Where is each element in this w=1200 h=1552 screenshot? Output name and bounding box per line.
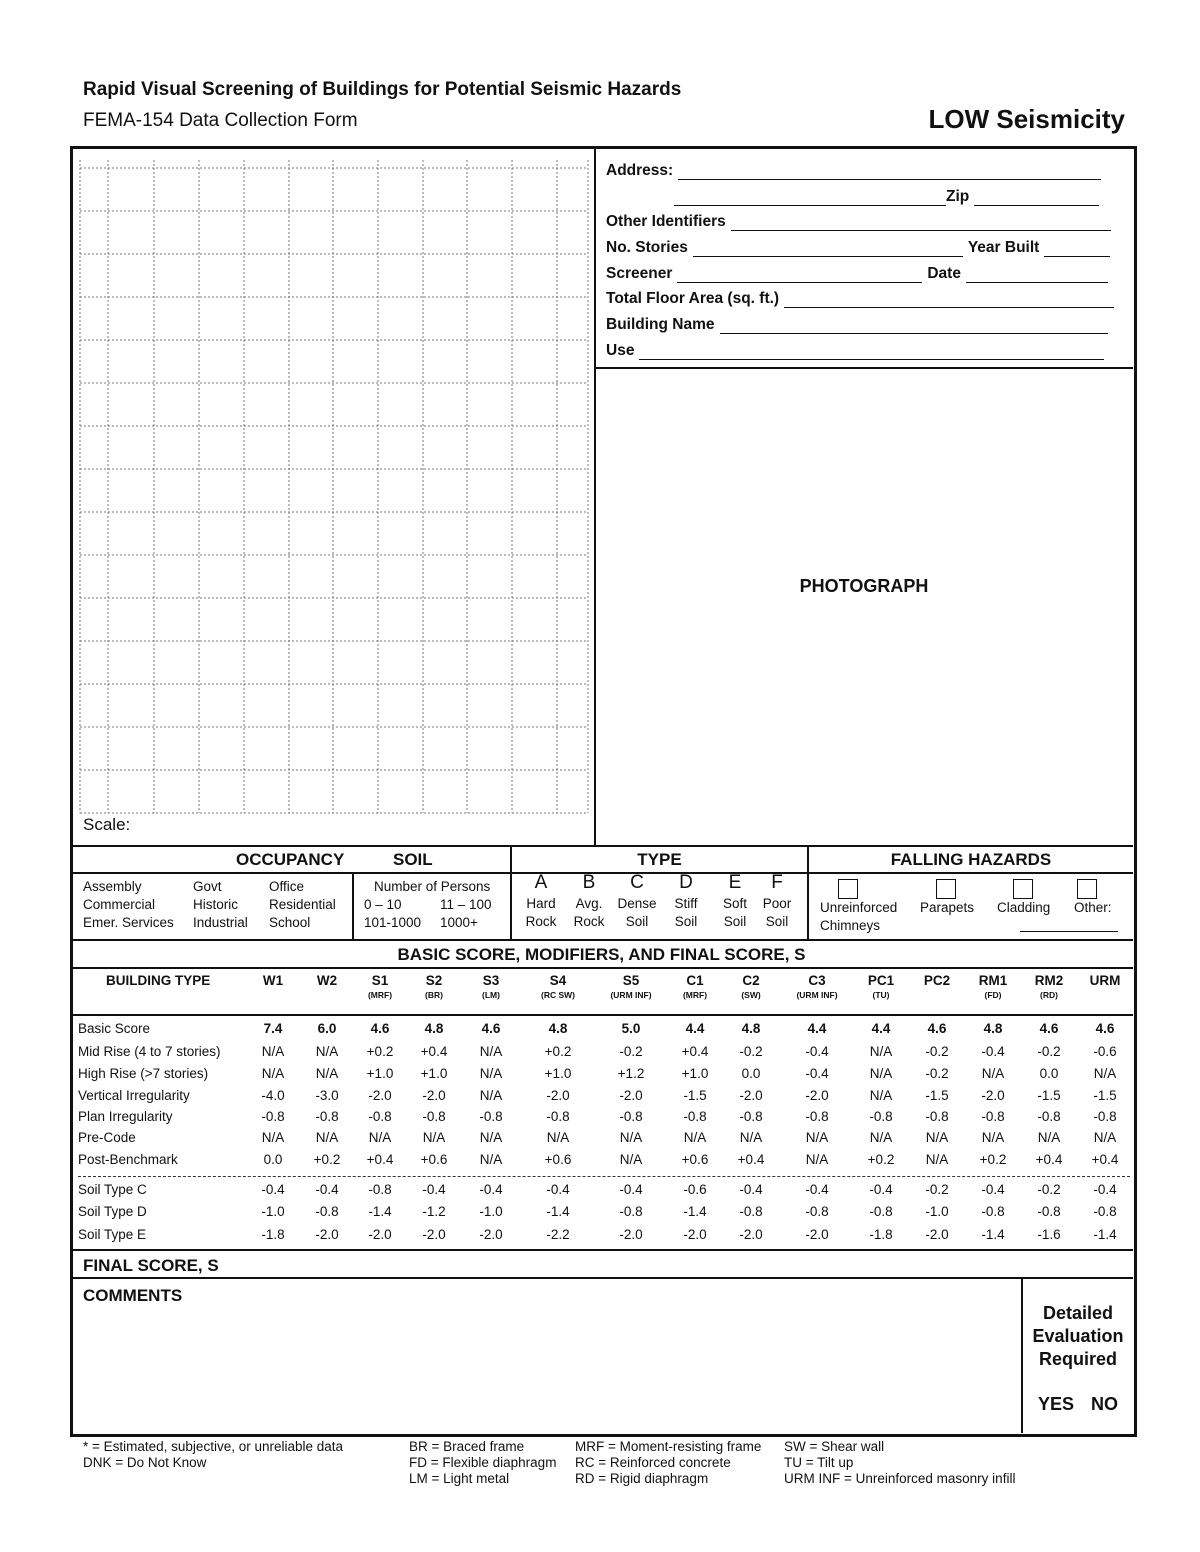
- score-cell: N/A: [805, 1152, 829, 1167]
- score-cell: N/A: [261, 1044, 285, 1059]
- score-cell: -0.8: [619, 1204, 643, 1219]
- zip-field[interactable]: [974, 191, 1099, 206]
- score-cell: N/A: [619, 1130, 643, 1145]
- column-header-urm: URM: [1089, 973, 1121, 988]
- score-cell: -1.0: [261, 1204, 285, 1219]
- final-score-label: FINAL SCORE, S: [83, 1256, 219, 1275]
- score-cell: -0.2: [925, 1066, 949, 1081]
- score-cell: -0.8: [683, 1109, 707, 1124]
- score-cell: -0.8: [805, 1109, 829, 1124]
- score-cell: N/A: [315, 1130, 339, 1145]
- score-cell: +0.4: [1091, 1152, 1119, 1167]
- screener-field[interactable]: [677, 268, 922, 283]
- sketch-grid[interactable]: [0, 0, 600, 845]
- score-cell: +0.4: [1035, 1152, 1063, 1167]
- floor-area-label: Total Floor Area (sq. ft.): [606, 290, 780, 307]
- row-label: Soil Type D: [78, 1204, 147, 1219]
- type-header: TYPE: [637, 850, 682, 869]
- footnote: SW = Shear wall: [784, 1439, 885, 1454]
- score-cell: -0.2: [925, 1044, 949, 1059]
- score-cell: -0.8: [479, 1109, 503, 1124]
- column-header-rm1: RM1 (FD): [978, 973, 1008, 1000]
- score-cell: N/A: [869, 1088, 893, 1103]
- score-cell: -1.0: [479, 1204, 503, 1219]
- score-cell: -0.8: [739, 1109, 763, 1124]
- score-cell: -2.0: [368, 1227, 392, 1242]
- score-cell: -0.8: [869, 1204, 893, 1219]
- score-cell: -1.5: [683, 1088, 707, 1103]
- score-cell: +0.2: [544, 1044, 572, 1059]
- score-cell: N/A: [925, 1130, 949, 1145]
- footnote: RD = Rigid diaphragm: [575, 1471, 709, 1486]
- score-cell: N/A: [479, 1152, 503, 1167]
- checkbox[interactable]: [1013, 879, 1033, 899]
- score-cell: -2.0: [981, 1088, 1005, 1103]
- persons-option[interactable]: 11 – 100: [440, 897, 492, 912]
- score-cell: -0.8: [1093, 1204, 1117, 1219]
- other-identifiers-label: Other Identifiers: [606, 213, 726, 230]
- score-cell: -2.0: [479, 1227, 503, 1242]
- score-cell: 4.6: [1095, 1021, 1115, 1036]
- score-cell: +0.4: [737, 1152, 765, 1167]
- soil-type-letter[interactable]: A: [534, 872, 548, 893]
- row-label: Post-Benchmark: [78, 1152, 178, 1167]
- score-cell: N/A: [869, 1066, 893, 1081]
- falling-hazard-label: Parapets: [920, 900, 975, 915]
- score-cell: -2.0: [619, 1227, 643, 1242]
- score-cell: -0.8: [805, 1204, 829, 1219]
- score-cell: 4.8: [741, 1021, 761, 1036]
- score-cell: -0.4: [805, 1044, 829, 1059]
- score-cell: -1.6: [1037, 1227, 1061, 1242]
- score-cell: -1.8: [869, 1227, 893, 1242]
- score-cell: -1.0: [925, 1204, 949, 1219]
- score-cell: N/A: [479, 1088, 503, 1103]
- footnote-col: [575, 1439, 761, 1487]
- comments-label: COMMENTS: [83, 1286, 183, 1305]
- column-header-w1: W1: [262, 973, 284, 988]
- screener-label: Screener: [606, 265, 673, 282]
- form-subtitle: FEMA-154 Data Collection Form: [83, 110, 358, 131]
- score-cell: -2.0: [805, 1227, 829, 1242]
- score-cell: -0.2: [1037, 1182, 1061, 1197]
- comments-field[interactable]: [80, 1310, 1015, 1428]
- score-cell: -2.0: [315, 1227, 339, 1242]
- score-cell: N/A: [261, 1066, 285, 1081]
- occupancy-col-2[interactable]: Govt Historic Industrial: [193, 879, 248, 930]
- yes-option[interactable]: YES: [1038, 1394, 1075, 1414]
- footnote: DNK = Do Not Know: [83, 1455, 207, 1470]
- no-option[interactable]: NO: [1091, 1394, 1118, 1414]
- other-hazard-field[interactable]: [1020, 931, 1118, 932]
- falling-hazard-label: Unreinforced Chimneys: [820, 900, 898, 933]
- address-label: Address:: [606, 162, 674, 179]
- score-cell: -0.8: [981, 1109, 1005, 1124]
- soil-type-desc[interactable]: Poor Soil: [762, 896, 792, 929]
- score-cell: -0.4: [1093, 1182, 1117, 1197]
- score-cell: N/A: [739, 1130, 763, 1145]
- score-cell: -0.8: [422, 1109, 446, 1124]
- score-cell: -0.8: [869, 1109, 893, 1124]
- score-cell: -0.8: [1093, 1109, 1117, 1124]
- score-cell: N/A: [546, 1130, 570, 1145]
- seismicity-label: LOW Seismicity: [928, 104, 1125, 134]
- column-header-s1: S1 (MRF): [367, 973, 393, 1000]
- row-label: High Rise (>7 stories): [78, 1066, 209, 1081]
- score-cell: -0.4: [739, 1182, 763, 1197]
- score-cell: N/A: [1037, 1130, 1061, 1145]
- column-header-c2: C2 (SW): [741, 973, 761, 1000]
- detailed-evaluation-label: Detailed Evaluation Required: [1032, 1303, 1124, 1369]
- score-cell: 7.4: [263, 1021, 283, 1036]
- score-cell: 4.8: [983, 1021, 1003, 1036]
- score-cell: -0.6: [683, 1182, 707, 1197]
- soil-type-letter[interactable]: B: [582, 872, 596, 893]
- score-cell: N/A: [479, 1066, 503, 1081]
- score-cell: -0.4: [869, 1182, 893, 1197]
- score-cell: -0.4: [805, 1182, 829, 1197]
- use-label: Use: [606, 342, 635, 359]
- score-cell: N/A: [981, 1130, 1005, 1145]
- footnote: * = Estimated, subjective, or unreliable data: [83, 1439, 344, 1454]
- row-label: Basic Score: [78, 1021, 151, 1036]
- score-cell: N/A: [422, 1130, 446, 1145]
- score-cell: -0.8: [546, 1109, 570, 1124]
- score-cell: 4.8: [548, 1021, 568, 1036]
- score-cell: +0.6: [420, 1152, 448, 1167]
- score-cell: -1.4: [981, 1227, 1005, 1242]
- soil-type-desc[interactable]: Avg. Rock: [573, 896, 605, 929]
- score-cell: -0.8: [619, 1109, 643, 1124]
- column-header-rm2: RM2 (RD): [1034, 973, 1064, 1000]
- score-cell: -0.4: [422, 1182, 446, 1197]
- score-cell: -0.8: [315, 1204, 339, 1219]
- footnote: MRF = Moment-resisting frame: [575, 1439, 762, 1454]
- score-cell: -0.8: [1037, 1204, 1061, 1219]
- score-cell: N/A: [368, 1130, 392, 1145]
- score-cell: -3.0: [315, 1088, 339, 1103]
- score-cell: N/A: [925, 1152, 949, 1167]
- score-cell: -0.4: [261, 1182, 285, 1197]
- score-cell: -1.5: [925, 1088, 949, 1103]
- floor-area-field[interactable]: [784, 293, 1114, 308]
- soil-type-desc[interactable]: Soft Soil: [722, 896, 748, 929]
- soil-type-letter[interactable]: D: [679, 872, 693, 893]
- row-label: Plan Irregularity: [78, 1109, 173, 1124]
- score-cell: -1.4: [683, 1204, 707, 1219]
- score-cell: -1.4: [1093, 1227, 1117, 1242]
- building-name-label: Building Name: [606, 316, 715, 333]
- score-cell: N/A: [1093, 1066, 1117, 1081]
- building-name-field[interactable]: [720, 319, 1108, 334]
- form-title: Rapid Visual Screening of Buildings for Potential Seismic Hazards: [83, 79, 682, 100]
- score-cell: -2.0: [739, 1088, 763, 1103]
- score-cell: -0.2: [619, 1044, 643, 1059]
- score-cell: -2.0: [805, 1088, 829, 1103]
- soil-type-letter[interactable]: F: [771, 872, 783, 893]
- score-cell: N/A: [479, 1130, 503, 1145]
- score-cell: 0.0: [263, 1152, 283, 1167]
- year-built-label: Year Built: [967, 239, 1040, 256]
- score-cell: +0.4: [681, 1044, 709, 1059]
- footnote-col: [409, 1439, 556, 1487]
- score-cell: -2.0: [422, 1227, 446, 1242]
- row-label: Pre-Code: [78, 1130, 136, 1145]
- score-cell: -2.2: [546, 1227, 570, 1242]
- score-cell: -0.4: [479, 1182, 503, 1197]
- column-header-s2: S2 (BR): [425, 973, 443, 1000]
- building-type-header: BUILDING TYPE: [106, 973, 211, 988]
- score-cell: -0.4: [315, 1182, 339, 1197]
- column-header-s4: S4 (RC SW): [541, 973, 575, 1000]
- score-cell: +1.2: [617, 1066, 645, 1081]
- score-cell: -0.8: [315, 1109, 339, 1124]
- score-cell: +0.2: [366, 1044, 394, 1059]
- score-cell: N/A: [869, 1044, 893, 1059]
- score-cell: N/A: [619, 1152, 643, 1167]
- score-cell: +0.4: [366, 1152, 394, 1167]
- score-cell: -0.8: [925, 1109, 949, 1124]
- score-cell: +0.4: [420, 1044, 448, 1059]
- score-cell: +1.0: [544, 1066, 572, 1081]
- score-cell: -0.4: [546, 1182, 570, 1197]
- score-cell: N/A: [479, 1044, 503, 1059]
- column-header-w2: W2: [316, 973, 338, 988]
- zip-label: Zip: [946, 188, 970, 205]
- row-label: Mid Rise (4 to 7 stories): [78, 1044, 221, 1059]
- row-label: Vertical Irregularity: [78, 1088, 190, 1103]
- scale-label: Scale:: [83, 815, 131, 834]
- persons-label: Number of Persons: [374, 879, 491, 894]
- score-cell: -1.5: [1093, 1088, 1117, 1103]
- score-cell: -0.8: [739, 1204, 763, 1219]
- score-cell: -1.4: [368, 1204, 392, 1219]
- checkbox[interactable]: [838, 879, 858, 899]
- no-stories-field[interactable]: [693, 242, 963, 257]
- date-field[interactable]: [966, 268, 1108, 283]
- photograph-area[interactable]: PHOTOGRAPH: [799, 576, 929, 596]
- score-cell: -0.2: [925, 1182, 949, 1197]
- score-cell: -1.4: [546, 1204, 570, 1219]
- occupancy-header: OCCUPANCY: [236, 850, 345, 869]
- score-cell: -0.8: [261, 1109, 285, 1124]
- score-section-title: BASIC SCORE, MODIFIERS, AND FINAL SCORE, S: [397, 945, 806, 964]
- score-cell: N/A: [315, 1044, 339, 1059]
- score-cell: 4.6: [927, 1021, 947, 1036]
- footnote: LM = Light metal: [409, 1471, 510, 1486]
- score-cell: -0.8: [981, 1204, 1005, 1219]
- score-cell: -2.0: [925, 1227, 949, 1242]
- falling-hazard-label: Cladding: [997, 900, 1051, 915]
- column-header-pc1: PC1 (TU): [867, 973, 895, 1000]
- address-field[interactable]: [678, 165, 1101, 180]
- column-header-s3: S3 (LM): [482, 973, 500, 1000]
- score-cell: -0.2: [739, 1044, 763, 1059]
- persons-option[interactable]: 1000+: [440, 915, 478, 930]
- score-cell: N/A: [1093, 1130, 1117, 1145]
- score-cell: N/A: [981, 1066, 1005, 1081]
- score-cell: -0.8: [368, 1182, 392, 1197]
- score-cell: 0.0: [1039, 1066, 1059, 1081]
- score-cell: -2.0: [368, 1088, 392, 1103]
- no-stories-label: No. Stories: [606, 239, 688, 256]
- score-cell: +0.6: [681, 1152, 709, 1167]
- other-identifiers-field[interactable]: [731, 216, 1111, 231]
- score-cell: N/A: [683, 1130, 707, 1145]
- row-label: Soil Type C: [78, 1182, 147, 1197]
- footnote: BR = Braced frame: [409, 1439, 525, 1454]
- score-cell: N/A: [315, 1066, 339, 1081]
- soil-type-desc[interactable]: Stiff Soil: [674, 896, 698, 929]
- score-cell: -0.2: [1037, 1044, 1061, 1059]
- score-cell: +0.6: [544, 1152, 572, 1167]
- date-label: Date: [927, 265, 961, 282]
- score-cell: -0.6: [1093, 1044, 1117, 1059]
- score-cell: -2.0: [422, 1088, 446, 1103]
- score-cell: 4.6: [370, 1021, 390, 1036]
- footnote: URM INF = Unreinforced masonry infill: [784, 1471, 1016, 1486]
- score-cell: -0.8: [1037, 1109, 1061, 1124]
- score-cell: 4.8: [424, 1021, 444, 1036]
- score-cell: +0.2: [979, 1152, 1007, 1167]
- score-cell: -0.8: [368, 1109, 392, 1124]
- footnote: TU = Tilt up: [784, 1455, 854, 1470]
- use-field[interactable]: [639, 345, 1104, 360]
- score-cell: N/A: [869, 1130, 893, 1145]
- soil-type-desc[interactable]: Dense Soil: [617, 896, 657, 929]
- score-cell: -0.4: [981, 1182, 1005, 1197]
- column-header-c1: C1 (MRF): [682, 973, 708, 1000]
- footnote: RC = Reinforced concrete: [575, 1455, 731, 1470]
- score-cell: +0.2: [867, 1152, 895, 1167]
- year-built-field[interactable]: [1044, 242, 1110, 257]
- soil-header: SOIL: [393, 850, 433, 869]
- row-label: Soil Type E: [78, 1227, 147, 1242]
- column-header-pc2: PC2: [923, 973, 951, 988]
- score-cell: 6.0: [317, 1021, 337, 1036]
- score-cell: -4.0: [261, 1088, 285, 1103]
- soil-type-letter[interactable]: E: [728, 872, 742, 893]
- falling-hazard-label: Other:: [1074, 900, 1112, 915]
- score-cell: 4.4: [807, 1021, 827, 1036]
- score-cell: N/A: [261, 1130, 285, 1145]
- footnote-col: [83, 1439, 343, 1471]
- persons-option[interactable]: 101-1000: [364, 915, 422, 930]
- score-cell: -0.4: [805, 1066, 829, 1081]
- occupancy-col-1[interactable]: Assembly Commercial Emer. Services: [83, 879, 174, 930]
- occupancy-col-3[interactable]: Office Residential School: [269, 879, 336, 930]
- footnote: FD = Flexible diaphragm: [409, 1455, 557, 1470]
- score-cell: -1.8: [261, 1227, 285, 1242]
- score-cell: 4.4: [685, 1021, 705, 1036]
- score-cell: -2.0: [546, 1088, 570, 1103]
- score-cell: -2.0: [739, 1227, 763, 1242]
- score-cell: -2.0: [683, 1227, 707, 1242]
- score-cell: 4.6: [481, 1021, 501, 1036]
- score-cell: -1.5: [1037, 1088, 1061, 1103]
- falling-hazards-header: FALLING HAZARDS: [890, 850, 1052, 869]
- column-header-s5: S5 (URM INF): [610, 973, 652, 1000]
- persons-option[interactable]: 0 – 10: [364, 897, 402, 912]
- score-cell: -0.4: [981, 1044, 1005, 1059]
- score-cell: -2.0: [619, 1088, 643, 1103]
- address-line2-field[interactable]: [674, 191, 946, 206]
- score-cell: +1.0: [681, 1066, 709, 1081]
- column-header-c3: C3 (URM INF): [796, 973, 838, 1000]
- score-cell: 4.6: [1039, 1021, 1059, 1036]
- score-cell: 0.0: [741, 1066, 761, 1081]
- footnote-col: [784, 1439, 1015, 1487]
- score-cell: -1.2: [422, 1204, 446, 1219]
- score-cell: +0.2: [313, 1152, 341, 1167]
- score-cell: +1.0: [420, 1066, 448, 1081]
- soil-type-desc[interactable]: Hard Rock: [525, 896, 557, 929]
- soil-type-letter[interactable]: C: [630, 872, 644, 893]
- checkbox[interactable]: [936, 879, 956, 899]
- score-cell: -0.4: [619, 1182, 643, 1197]
- checkbox[interactable]: [1077, 879, 1097, 899]
- score-cell: 5.0: [621, 1021, 641, 1036]
- score-cell: 4.4: [871, 1021, 891, 1036]
- score-cell: +1.0: [366, 1066, 394, 1081]
- score-cell: N/A: [805, 1130, 829, 1145]
